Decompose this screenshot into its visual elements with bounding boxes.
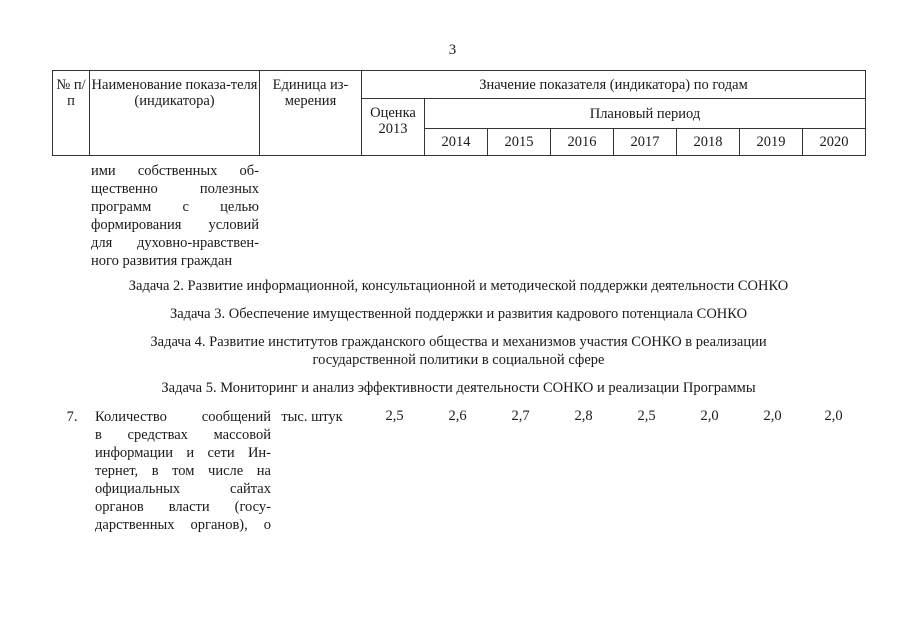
text-line: щественно полезных <box>91 181 259 197</box>
text-line: дарственных органов), о <box>95 517 271 533</box>
task-5-heading: Задача 5. Мониторинг и анализ эффективности деятельности СОНКО и реализации Программы <box>161 380 756 396</box>
header-year: 2017 <box>614 129 677 156</box>
text-line: в средствах массовой <box>95 427 271 443</box>
value-2013: 2,5 <box>385 408 404 424</box>
header-estimate-2013: Оценка 2013 <box>362 99 425 156</box>
task-2-heading: Задача 2. Развитие информационной, консультационной и методической поддержки деятельности СОНКО <box>128 278 789 294</box>
value-2019: 2,0 <box>763 408 782 424</box>
value-2017: 2,5 <box>637 408 656 424</box>
header-year: 2020 <box>803 129 866 156</box>
text-line: официальных сайтах <box>95 481 271 497</box>
row-number: 7. <box>66 409 78 425</box>
text-line: формирования условий <box>91 217 259 233</box>
header-year: 2016 <box>551 129 614 156</box>
header-values-by-year: Значение показателя (индикатора) по годам <box>362 71 866 99</box>
header-col-name: Наименование показа-теля (индикатора) <box>90 71 260 156</box>
continued-indicator-name <box>91 162 259 270</box>
header-year: 2019 <box>740 129 803 156</box>
text-line: информации и сети Ин- <box>95 445 271 461</box>
header-year: 2015 <box>488 129 551 156</box>
text-line: для духовно-нравствен- <box>91 235 259 251</box>
text-line: программ с целью <box>91 199 259 215</box>
value-2020: 2,0 <box>824 408 843 424</box>
header-year: 2014 <box>425 129 488 156</box>
header-year: 2018 <box>677 129 740 156</box>
text-line: ими собственных об- <box>91 163 259 179</box>
value-2016: 2,8 <box>574 408 593 424</box>
header-col-number: № п/п <box>53 71 90 156</box>
indicator-unit: тыс. штук <box>281 409 343 425</box>
indicator-name <box>95 408 271 534</box>
text-line: ного развития граждан <box>91 253 233 269</box>
value-2014: 2,6 <box>448 408 467 424</box>
value-2015: 2,7 <box>511 408 530 424</box>
value-2018: 2,0 <box>700 408 719 424</box>
indicator-table-header <box>52 70 866 156</box>
text-line: органов власти (госу- <box>95 499 271 515</box>
text-line: Количество сообщений <box>95 409 271 425</box>
task-4-heading: Задача 4. Развитие институтов гражданского общества и механизмов участия СОНКО в реализации <box>150 334 767 350</box>
text-line: тернет, в том числе на <box>95 463 271 479</box>
task-4-heading-continued: государственной политики в социальной сфере <box>312 352 605 368</box>
header-plan-period: Плановый период <box>425 99 866 129</box>
page-number: 3 <box>448 42 457 58</box>
task-3-heading: Задача 3. Обеспечение имущественной поддержки и развития кадрового потенциала СОНКО <box>169 306 748 322</box>
header-col-unit: Единица из-мерения <box>260 71 362 156</box>
